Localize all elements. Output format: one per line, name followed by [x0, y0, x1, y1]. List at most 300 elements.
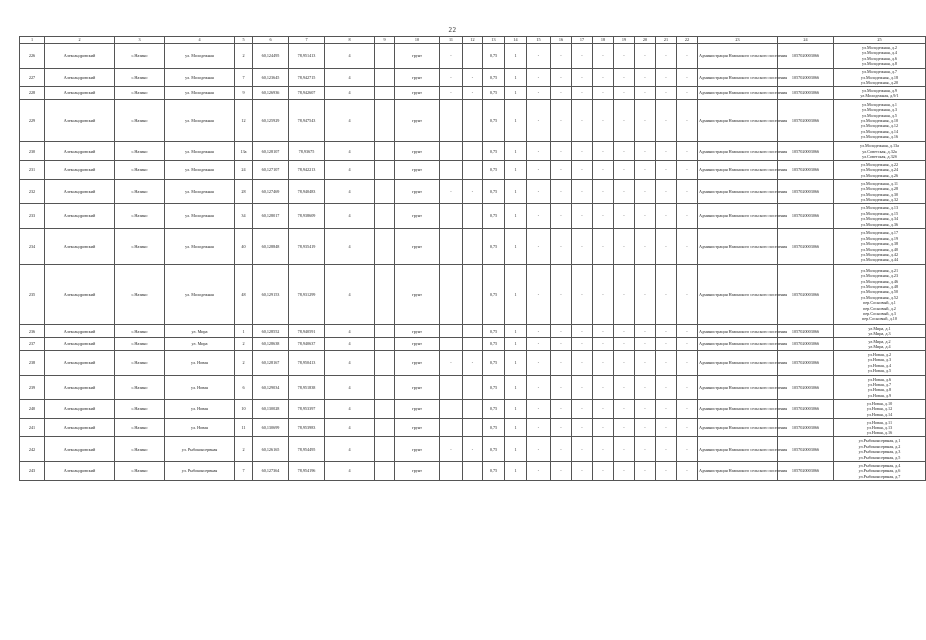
latitude-cell: 60,128167	[253, 350, 289, 375]
served-address: ул.Рыбоконсервная, д.4	[858, 462, 901, 468]
c19-cell: -	[614, 400, 635, 419]
ogrn-cell: 1057020003066	[778, 350, 834, 375]
volume-cell: 0,75	[483, 87, 505, 100]
c8-cell: 4	[325, 462, 375, 481]
district-cell: Александровский	[45, 100, 115, 142]
volume-cell: 0,75	[483, 418, 505, 437]
served-address: ул.Молодежная, д.46	[860, 278, 899, 284]
district-cell: Александровский	[45, 179, 115, 204]
surface-cell: грунт	[395, 87, 440, 100]
c20-cell: -	[635, 338, 656, 351]
owner-cell: Администрация Назинского сельского поселения	[698, 265, 778, 325]
owner-cell: Администрация Назинского сельского поселения	[698, 68, 778, 87]
column-number-cell: 15	[527, 37, 551, 44]
street-cell: ул. Новая	[165, 418, 235, 437]
district-cell: Александровский	[45, 350, 115, 375]
c15-cell: -	[527, 142, 551, 161]
c11-cell: -	[440, 437, 463, 462]
served-address: ул.Молодежная, д.32	[860, 196, 899, 202]
site-number-cell: 241	[20, 418, 45, 437]
c15-cell: -	[527, 325, 551, 338]
column-number-cell: 25	[834, 37, 926, 44]
served-address: ул.Молодежная, д.20	[860, 80, 899, 86]
c12-cell: -	[463, 68, 483, 87]
longitude-cell: 78,940483	[289, 179, 325, 204]
volume-cell: 0,75	[483, 437, 505, 462]
c15-cell: -	[527, 68, 551, 87]
served-addresses-cell	[834, 437, 926, 462]
street-cell: ул. Рыбоконсервная	[165, 462, 235, 481]
column-number-cell: 7	[289, 37, 325, 44]
served-address: ул.Рыбоконсервная, д.3	[858, 449, 901, 455]
table-row	[20, 228, 926, 264]
served-addresses-cell	[834, 100, 926, 142]
served-address: ул.Молодежная, д.10	[860, 118, 899, 124]
served-address: ул.Молодежная, д.40	[860, 246, 899, 252]
column-number-cell: 22	[677, 37, 698, 44]
c22-cell: -	[677, 350, 698, 375]
owner-cell: Администрация Назинского сельского поселения	[698, 100, 778, 142]
c22-cell: -	[677, 265, 698, 325]
served-address: ул.Новая, д.2	[867, 351, 892, 357]
c12-cell	[463, 44, 483, 69]
column-number-cell: 18	[593, 37, 614, 44]
c17-cell: -	[572, 265, 593, 325]
container-count-cell: 1	[505, 375, 527, 400]
longitude-cell: 78,950413	[289, 350, 325, 375]
c21-cell: -	[656, 179, 677, 204]
c22-cell: -	[677, 325, 698, 338]
c19-cell: -	[614, 437, 635, 462]
latitude-cell: 60,129153	[253, 265, 289, 325]
served-address: ул.Молодежная, д.3	[861, 107, 898, 113]
c17-cell: -	[572, 100, 593, 142]
c12-cell	[463, 142, 483, 161]
c8-cell: 4	[325, 100, 375, 142]
c18-cell: -	[593, 142, 614, 161]
container-count-cell: 1	[505, 100, 527, 142]
c18-cell: -	[593, 375, 614, 400]
column-number-cell: 24	[778, 37, 834, 44]
table-row	[20, 400, 926, 419]
table-row	[20, 325, 926, 338]
served-address: ул.Молодежная, д.42	[860, 252, 899, 258]
container-count-cell: 1	[505, 325, 527, 338]
served-address: ул.Новая, д.12	[866, 406, 893, 412]
ogrn-cell: 1057020003066	[778, 100, 834, 142]
c12-cell	[463, 228, 483, 264]
served-address: пер.Сосновый, д.3	[863, 311, 896, 317]
settlement-cell: с.Назино	[115, 325, 165, 338]
street-cell: ул. Рыбоконсервная	[165, 437, 235, 462]
c22-cell: -	[677, 161, 698, 180]
surface-cell: грунт	[395, 68, 440, 87]
c8-cell: 4	[325, 161, 375, 180]
c17-cell: -	[572, 375, 593, 400]
c12-cell	[463, 161, 483, 180]
c11-cell	[440, 204, 463, 229]
c12-cell	[463, 400, 483, 419]
site-number-cell: 236	[20, 325, 45, 338]
c21-cell: -	[656, 204, 677, 229]
district-cell: Александровский	[45, 265, 115, 325]
served-address: ул.Молодежная, д.15	[860, 210, 899, 216]
c21-cell: -	[656, 418, 677, 437]
served-address: ул.Новая, д.4	[867, 362, 892, 368]
surface-cell: грунт	[395, 228, 440, 264]
site-number-cell: 230	[20, 142, 45, 161]
column-number-cell: 8	[325, 37, 375, 44]
served-address: ул.Молодежная, д.23	[860, 273, 899, 279]
site-number-cell: 238	[20, 350, 45, 375]
owner-cell: Администрация Назинского сельского поселения	[698, 462, 778, 481]
c18-cell: -	[593, 325, 614, 338]
c8-cell: 4	[325, 338, 375, 351]
c11-cell	[440, 100, 463, 142]
served-address: ул.Молодежная, д.16	[860, 134, 899, 140]
surface-cell: грунт	[395, 204, 440, 229]
owner-cell: Администрация Назинского сельского поселения	[698, 87, 778, 100]
served-address: ул.Рыбоконсервная, д.5	[858, 454, 901, 460]
container-count-cell: 1	[505, 44, 527, 69]
c16-cell: -	[551, 400, 572, 419]
longitude-cell: 78,942213	[289, 161, 325, 180]
table-row	[20, 179, 926, 204]
c20-cell: -	[635, 228, 656, 264]
served-address: ул.Советская, д.32а	[862, 148, 897, 154]
c20-cell: -	[635, 179, 656, 204]
volume-cell: 0,75	[483, 265, 505, 325]
street-cell: ул. Молодежная	[165, 204, 235, 229]
house-number-cell: 13а	[235, 142, 253, 161]
served-addresses-cell	[834, 375, 926, 400]
c16-cell: -	[551, 265, 572, 325]
volume-cell: 0,75	[483, 375, 505, 400]
table-row	[20, 375, 926, 400]
empty-cell	[375, 228, 395, 264]
served-address: ул.Молодежная, д.22	[860, 161, 899, 167]
column-number-cell: 20	[635, 37, 656, 44]
container-count-cell: 1	[505, 437, 527, 462]
served-address: ул.Новая, д.14	[866, 411, 893, 417]
c20-cell: -	[635, 44, 656, 69]
latitude-cell: 60,129034	[253, 375, 289, 400]
container-count-cell: 1	[505, 350, 527, 375]
empty-cell	[375, 437, 395, 462]
c11-cell	[440, 142, 463, 161]
owner-cell: Администрация Назинского сельского поселения	[698, 418, 778, 437]
c18-cell: -	[593, 100, 614, 142]
c20-cell: -	[635, 400, 656, 419]
container-count-cell: 1	[505, 265, 527, 325]
site-number-cell: 240	[20, 400, 45, 419]
c16-cell: -	[551, 462, 572, 481]
district-cell: Александровский	[45, 375, 115, 400]
table-row	[20, 44, 926, 69]
volume-cell: 0,75	[483, 204, 505, 229]
c21-cell: -	[656, 87, 677, 100]
served-address: ул.Новая, д.13	[866, 424, 893, 430]
c20-cell: -	[635, 375, 656, 400]
ogrn-cell: 1057020003066	[778, 462, 834, 481]
c16-cell: -	[551, 418, 572, 437]
settlement-cell: с.Назино	[115, 400, 165, 419]
volume-cell: 0,75	[483, 142, 505, 161]
ogrn-cell: 1057020003066	[778, 142, 834, 161]
surface-cell: грунт	[395, 375, 440, 400]
served-address: ул.Молодежная, д.36	[860, 221, 899, 227]
c8-cell: 4	[325, 325, 375, 338]
c8-cell: 4	[325, 350, 375, 375]
settlement-cell: с.Назино	[115, 87, 165, 100]
c15-cell: -	[527, 179, 551, 204]
served-address: ул.Рыбоконсервная, д.2	[858, 443, 901, 449]
c18-cell: -	[593, 400, 614, 419]
district-cell: Александровский	[45, 228, 115, 264]
street-cell: ул. Мира	[165, 325, 235, 338]
container-count-cell: 1	[505, 400, 527, 419]
latitude-cell: 60,128848	[253, 228, 289, 264]
c15-cell: -	[527, 228, 551, 264]
c12-cell: -	[463, 179, 483, 204]
district-cell: Александровский	[45, 400, 115, 419]
served-addresses-cell	[834, 44, 926, 69]
volume-cell: 0,75	[483, 68, 505, 87]
c17-cell: -	[572, 325, 593, 338]
c22-cell: -	[677, 437, 698, 462]
settlement-cell: с.Назино	[115, 462, 165, 481]
site-number-cell: 227	[20, 68, 45, 87]
served-address: ул.Молодежная, д.8	[861, 61, 898, 67]
column-number-cell: 5	[235, 37, 253, 44]
served-addresses-cell	[834, 400, 926, 419]
table-row	[20, 437, 926, 462]
c12-cell: -	[463, 87, 483, 100]
ogrn-cell: 1057020003066	[778, 437, 834, 462]
c18-cell: -	[593, 350, 614, 375]
latitude-cell: 60,128638	[253, 338, 289, 351]
table-row	[20, 350, 926, 375]
served-address: ул.Молодежная, д.6	[861, 55, 898, 61]
owner-cell: Администрация Назинского сельского поселения	[698, 338, 778, 351]
c21-cell: -	[656, 100, 677, 142]
served-addresses-cell	[834, 142, 926, 161]
house-number-cell: 2	[235, 350, 253, 375]
served-addresses-cell	[834, 68, 926, 87]
table-row	[20, 161, 926, 180]
settlement-cell: с.Назино	[115, 68, 165, 87]
site-number-cell: 242	[20, 437, 45, 462]
owner-cell: Администрация Назинского сельского поселения	[698, 179, 778, 204]
c8-cell: 4	[325, 265, 375, 325]
column-number-cell: 10	[395, 37, 440, 44]
c12-cell	[463, 100, 483, 142]
surface-cell: грунт	[395, 265, 440, 325]
empty-cell	[375, 400, 395, 419]
served-address: ул.Рыбоконсервная, д.1	[858, 438, 901, 444]
served-address: ул.Мира, д.4	[868, 344, 891, 350]
settlement-cell: с.Назино	[115, 161, 165, 180]
c20-cell: -	[635, 418, 656, 437]
district-cell: Александровский	[45, 68, 115, 87]
owner-cell: Администрация Назинского сельского поселения	[698, 161, 778, 180]
surface-cell: грунт	[395, 400, 440, 419]
owner-cell: Администрация Назинского сельского поселения	[698, 375, 778, 400]
c8-cell: 4	[325, 437, 375, 462]
c22-cell: -	[677, 87, 698, 100]
c12-cell	[463, 418, 483, 437]
c19-cell: -	[614, 462, 635, 481]
settlement-cell: с.Назино	[115, 437, 165, 462]
c16-cell: -	[551, 161, 572, 180]
c8-cell: 4	[325, 87, 375, 100]
volume-cell: 0,75	[483, 228, 505, 264]
owner-cell: Администрация Назинского сельского поселения	[698, 204, 778, 229]
served-addresses-cell	[834, 204, 926, 229]
c18-cell: -	[593, 338, 614, 351]
served-address: ул.Новая, д.3	[867, 357, 892, 363]
c18-cell: -	[593, 179, 614, 204]
c20-cell: -	[635, 100, 656, 142]
settlement-cell: с.Назино	[115, 350, 165, 375]
c22-cell: -	[677, 228, 698, 264]
c22-cell: -	[677, 400, 698, 419]
owner-cell: Администрация Назинского сельского поселения	[698, 400, 778, 419]
c22-cell: -	[677, 462, 698, 481]
surface-cell: грунт	[395, 161, 440, 180]
c17-cell: -	[572, 462, 593, 481]
c20-cell: -	[635, 437, 656, 462]
site-number-cell: 226	[20, 44, 45, 69]
c15-cell: -	[527, 350, 551, 375]
column-number-cell: 9	[375, 37, 395, 44]
table-row	[20, 204, 926, 229]
latitude-cell: 60,130699	[253, 418, 289, 437]
ogrn-cell: 1057020003066	[778, 204, 834, 229]
house-number-cell: 10	[235, 400, 253, 419]
c11-cell: -	[440, 350, 463, 375]
volume-cell: 0,75	[483, 325, 505, 338]
settlement-cell: с.Назино	[115, 228, 165, 264]
latitude-cell: 60,126936	[253, 87, 289, 100]
container-count-cell: 1	[505, 161, 527, 180]
street-cell: ул. Молодежная	[165, 44, 235, 69]
c19-cell: -	[614, 375, 635, 400]
c21-cell: -	[656, 161, 677, 180]
c15-cell: -	[527, 400, 551, 419]
house-number-cell: 1	[235, 325, 253, 338]
longitude-cell: 78,951413	[289, 44, 325, 69]
house-number-cell: 11	[235, 418, 253, 437]
c18-cell: -	[593, 87, 614, 100]
served-address: ул.Молодежная, д.12	[860, 123, 899, 129]
served-address: ул.Молодежная, д.19	[860, 235, 899, 241]
settlement-cell: с.Назино	[115, 179, 165, 204]
c21-cell: -	[656, 350, 677, 375]
c17-cell: -	[572, 204, 593, 229]
c20-cell: -	[635, 325, 656, 338]
volume-cell: 0,75	[483, 350, 505, 375]
site-number-cell: 234	[20, 228, 45, 264]
served-address: ул.Молодежная, д.1	[861, 101, 898, 107]
container-count-cell: 1	[505, 204, 527, 229]
house-number-cell: 48	[235, 265, 253, 325]
c16-cell: -	[551, 100, 572, 142]
house-number-cell: 34	[235, 204, 253, 229]
house-number-cell: 2	[235, 437, 253, 462]
served-addresses-cell	[834, 179, 926, 204]
c21-cell: -	[656, 142, 677, 161]
district-cell: Александровский	[45, 325, 115, 338]
c19-cell: -	[614, 325, 635, 338]
owner-cell: Администрация Назинского сельского поселения	[698, 325, 778, 338]
served-addresses-cell	[834, 338, 926, 351]
c11-cell	[440, 400, 463, 419]
street-cell: ул. Молодежная	[165, 265, 235, 325]
ogrn-cell: 1057020003066	[778, 375, 834, 400]
c21-cell: -	[656, 325, 677, 338]
c22-cell: -	[677, 68, 698, 87]
c22-cell: -	[677, 418, 698, 437]
street-cell: ул. Молодежная	[165, 68, 235, 87]
served-addresses-cell	[834, 228, 926, 264]
c15-cell: -	[527, 204, 551, 229]
house-number-cell: 9	[235, 87, 253, 100]
c21-cell: -	[656, 400, 677, 419]
district-cell: Александровский	[45, 418, 115, 437]
empty-cell	[375, 87, 395, 100]
c11-cell: -	[440, 87, 463, 100]
c19-cell: -	[614, 179, 635, 204]
settlement-cell: с.Назино	[115, 375, 165, 400]
served-address: ул.Молодежная, д.28	[860, 186, 899, 192]
ogrn-cell: 1057020003066	[778, 161, 834, 180]
surface-cell: грунт	[395, 462, 440, 481]
site-number-cell: 233	[20, 204, 45, 229]
table-row	[20, 462, 926, 481]
c8-cell: 4	[325, 228, 375, 264]
c17-cell: -	[572, 44, 593, 69]
served-address: ул.Молодежная, д.7	[861, 69, 898, 75]
served-address: пер.Сосновый, д.10	[862, 316, 897, 322]
surface-cell: грунт	[395, 350, 440, 375]
c11-cell: -	[440, 179, 463, 204]
table-row	[20, 265, 926, 325]
served-addresses-cell	[834, 418, 926, 437]
ogrn-cell: 1057020003066	[778, 44, 834, 69]
ogrn-cell: 1057020003066	[778, 265, 834, 325]
ogrn-cell: 1057020003066	[778, 179, 834, 204]
c21-cell: -	[656, 228, 677, 264]
surface-cell: грунт	[395, 100, 440, 142]
c21-cell: -	[656, 462, 677, 481]
served-addresses-cell	[834, 265, 926, 325]
street-cell: ул. Молодежная	[165, 228, 235, 264]
c8-cell: 4	[325, 142, 375, 161]
container-count-cell: 1	[505, 462, 527, 481]
site-number-cell: 231	[20, 161, 45, 180]
site-number-cell: 232	[20, 179, 45, 204]
c15-cell: -	[527, 462, 551, 481]
site-number-cell: 228	[20, 87, 45, 100]
c19-cell: -	[614, 100, 635, 142]
c17-cell: -	[572, 228, 593, 264]
c15-cell: -	[527, 338, 551, 351]
surface-cell: грунт	[395, 179, 440, 204]
column-number-cell: 19	[614, 37, 635, 44]
served-addresses-cell	[834, 87, 926, 100]
page-number: 22	[448, 26, 457, 34]
